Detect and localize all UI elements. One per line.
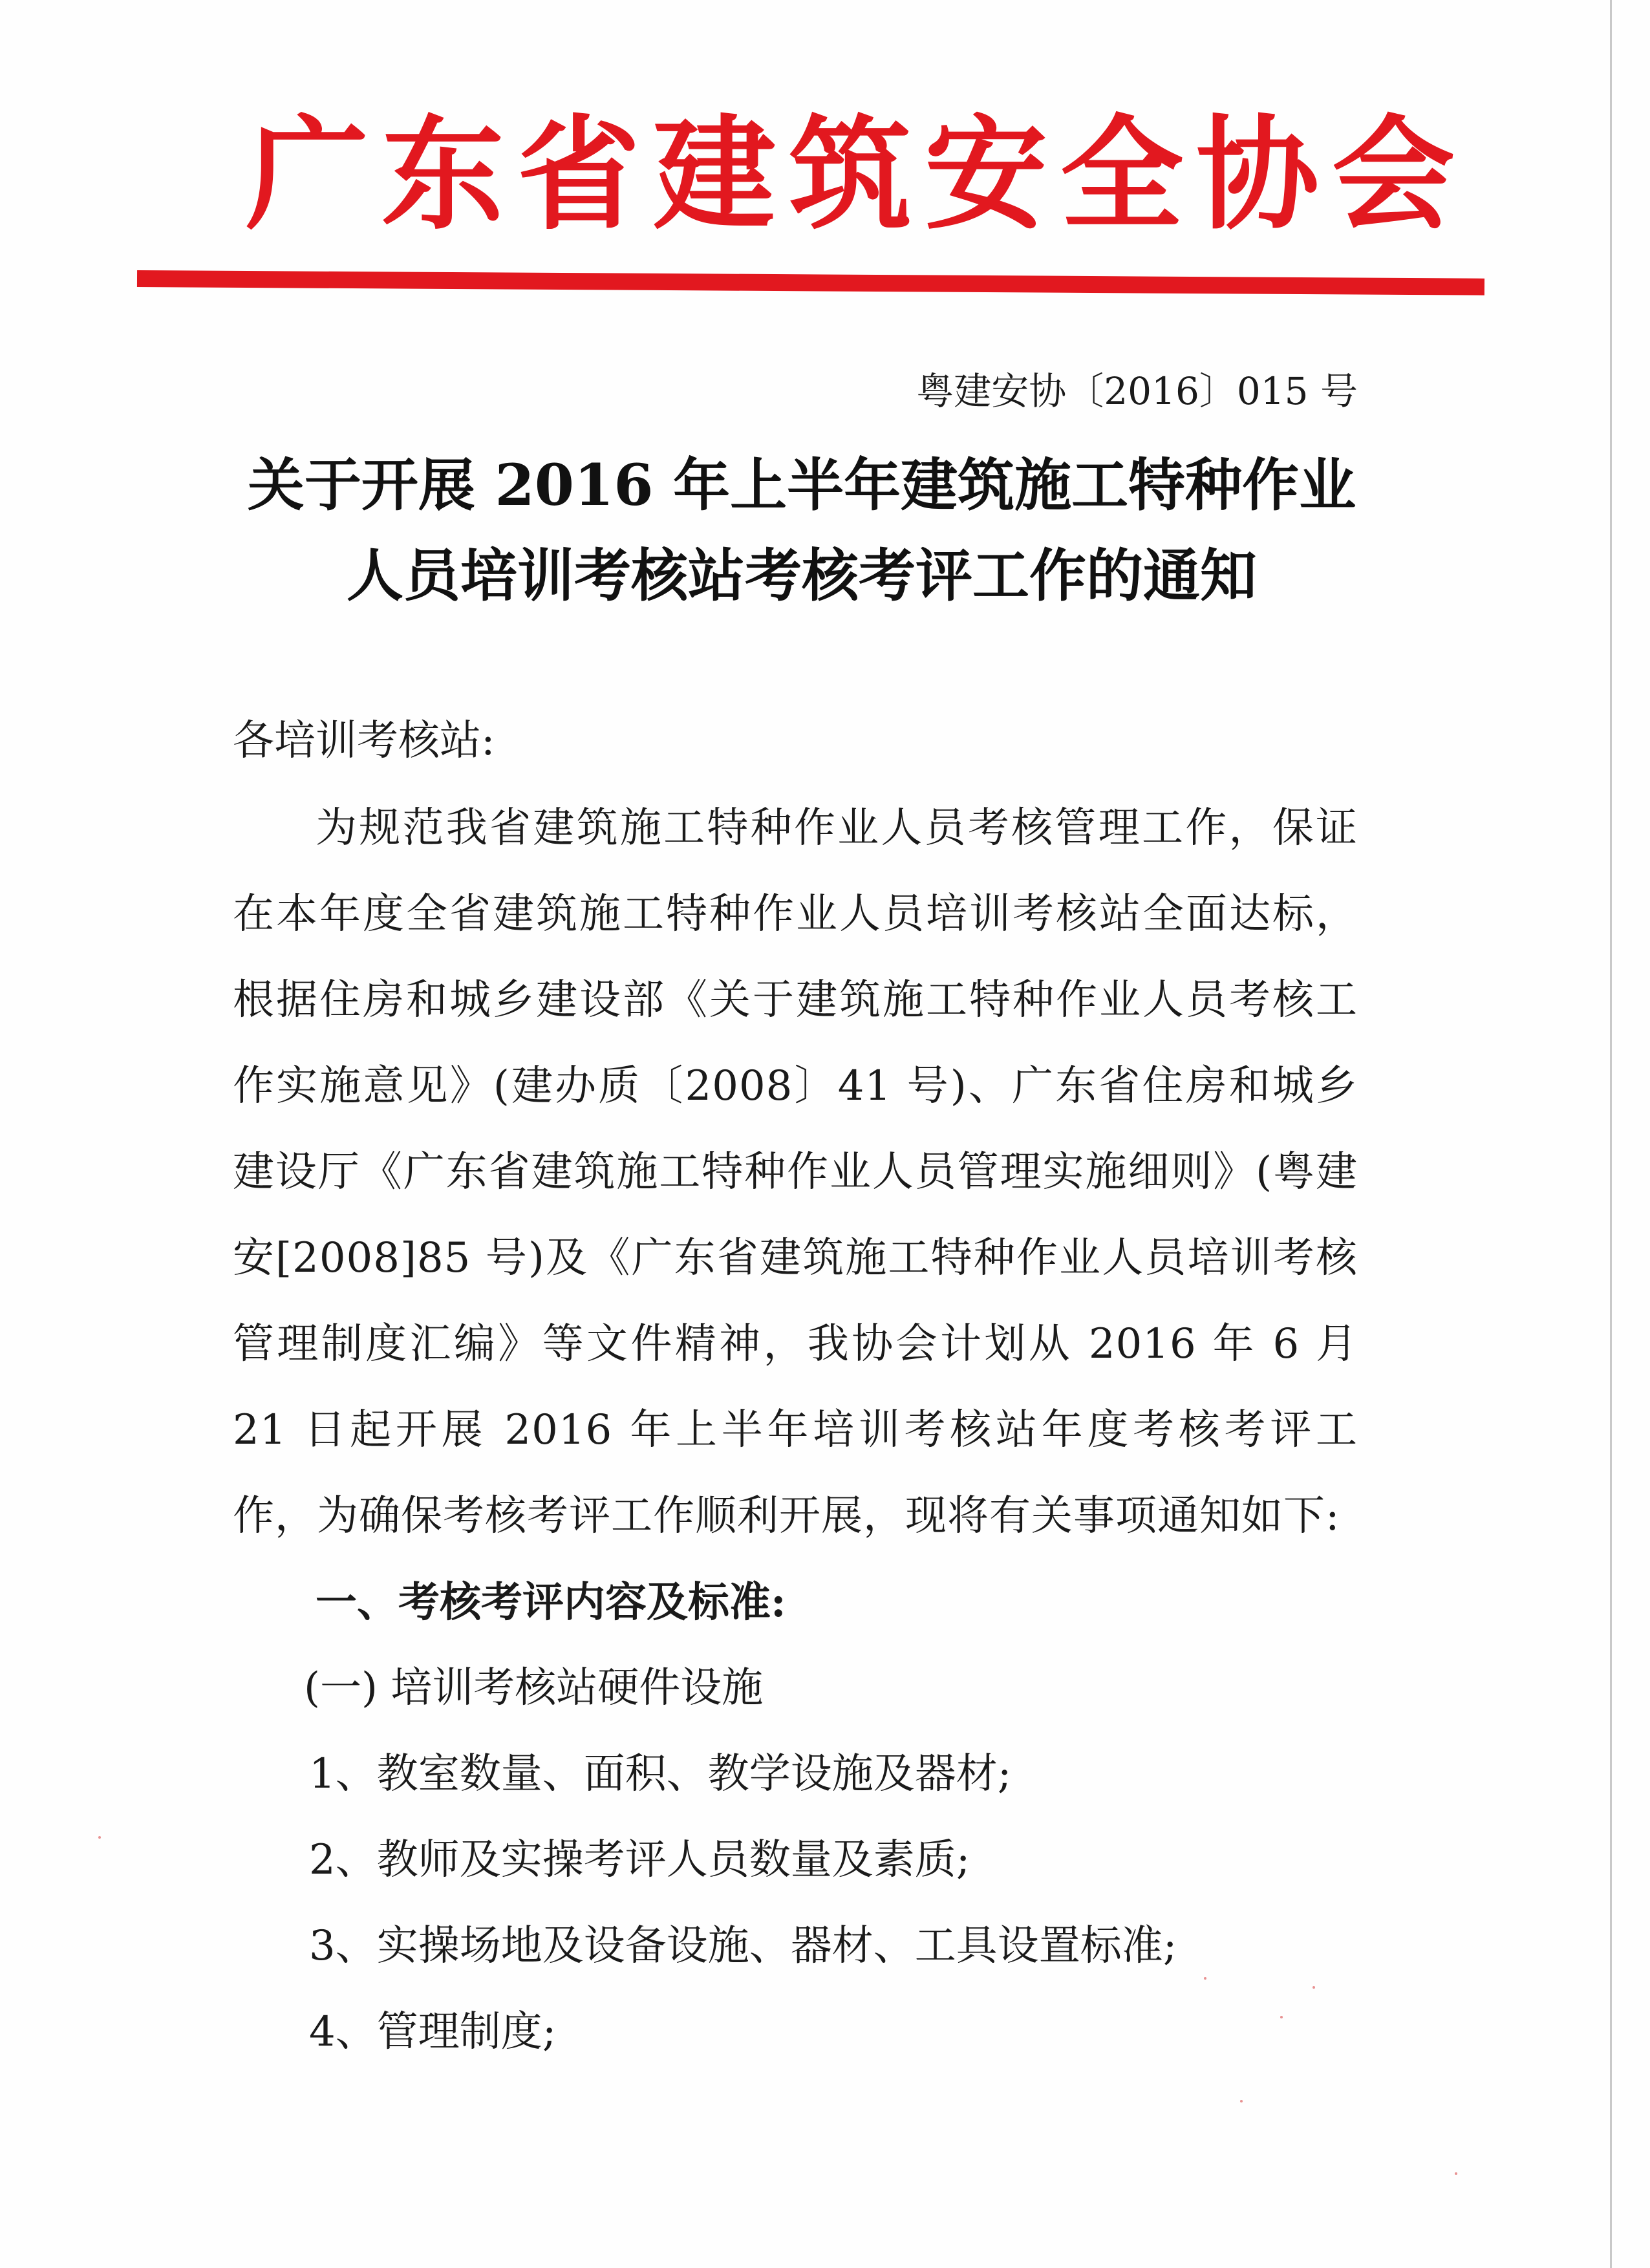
letterhead-red-rule [137,270,1484,295]
scan-edge-line [1610,0,1612,2268]
list-item: 4、管理制度; [309,2008,557,2056]
scan-speck [1312,1986,1315,1989]
scan-speck [1240,2100,1243,2102]
document-title [194,440,1409,621]
document-body [233,698,1358,2075]
intro-paragraph: 为规范我省建筑施工特种作业人员考核管理工作，保证在本年度全省建筑施工特种作业人员培训考核站全面达标，根据住房和城乡建设部《关于建筑施工特种作业人员考核工作实施意见》(建办质〔2008〕41 号)、广东省住房和城乡建设厅《广东省建筑施工特种作业人员管理实施细则》(粤建安[2008]85 号)及《广东省建筑施工特种作业人员培训考核管理制度汇编》等文件精神，我协会计划从 2016 年 6 月 21 日起开展 2016 年上半年培训考核站年度考核考评工作，为确保考核考评工作顺利开展，现将有关事项通知如下: [233,804,1358,1540]
organization-letterhead: 广东省建筑安全协会 [246,102,1468,246]
list-item: 2、教师及实操考评人员数量及素质; [309,1836,970,1884]
scan-speck [98,1836,101,1839]
section-heading: 一、考核考评内容及标准: [316,1578,786,1627]
scan-speck [1280,2016,1283,2018]
document-title-line-2: 人员培训考核站考核考评工作的通知 [346,542,1257,609]
list-item: 1、教室数量、面积、教学设施及器材; [309,1750,1012,1798]
salutation: 各培训考核站: [233,717,495,765]
scan-speck [1204,1977,1206,1980]
scan-speck [1455,2172,1457,2175]
subsection-heading: (一) 培训考核站硬件设施 [304,1664,764,1712]
list-item: 3、实操场地及设备设施、器材、工具设置标准; [309,1922,1177,1970]
document-number: 粤建安协〔2016〕015 号 [916,369,1358,413]
document-title-line-1: 关于开展 2016 年上半年建筑施工特种作业 [247,451,1356,519]
